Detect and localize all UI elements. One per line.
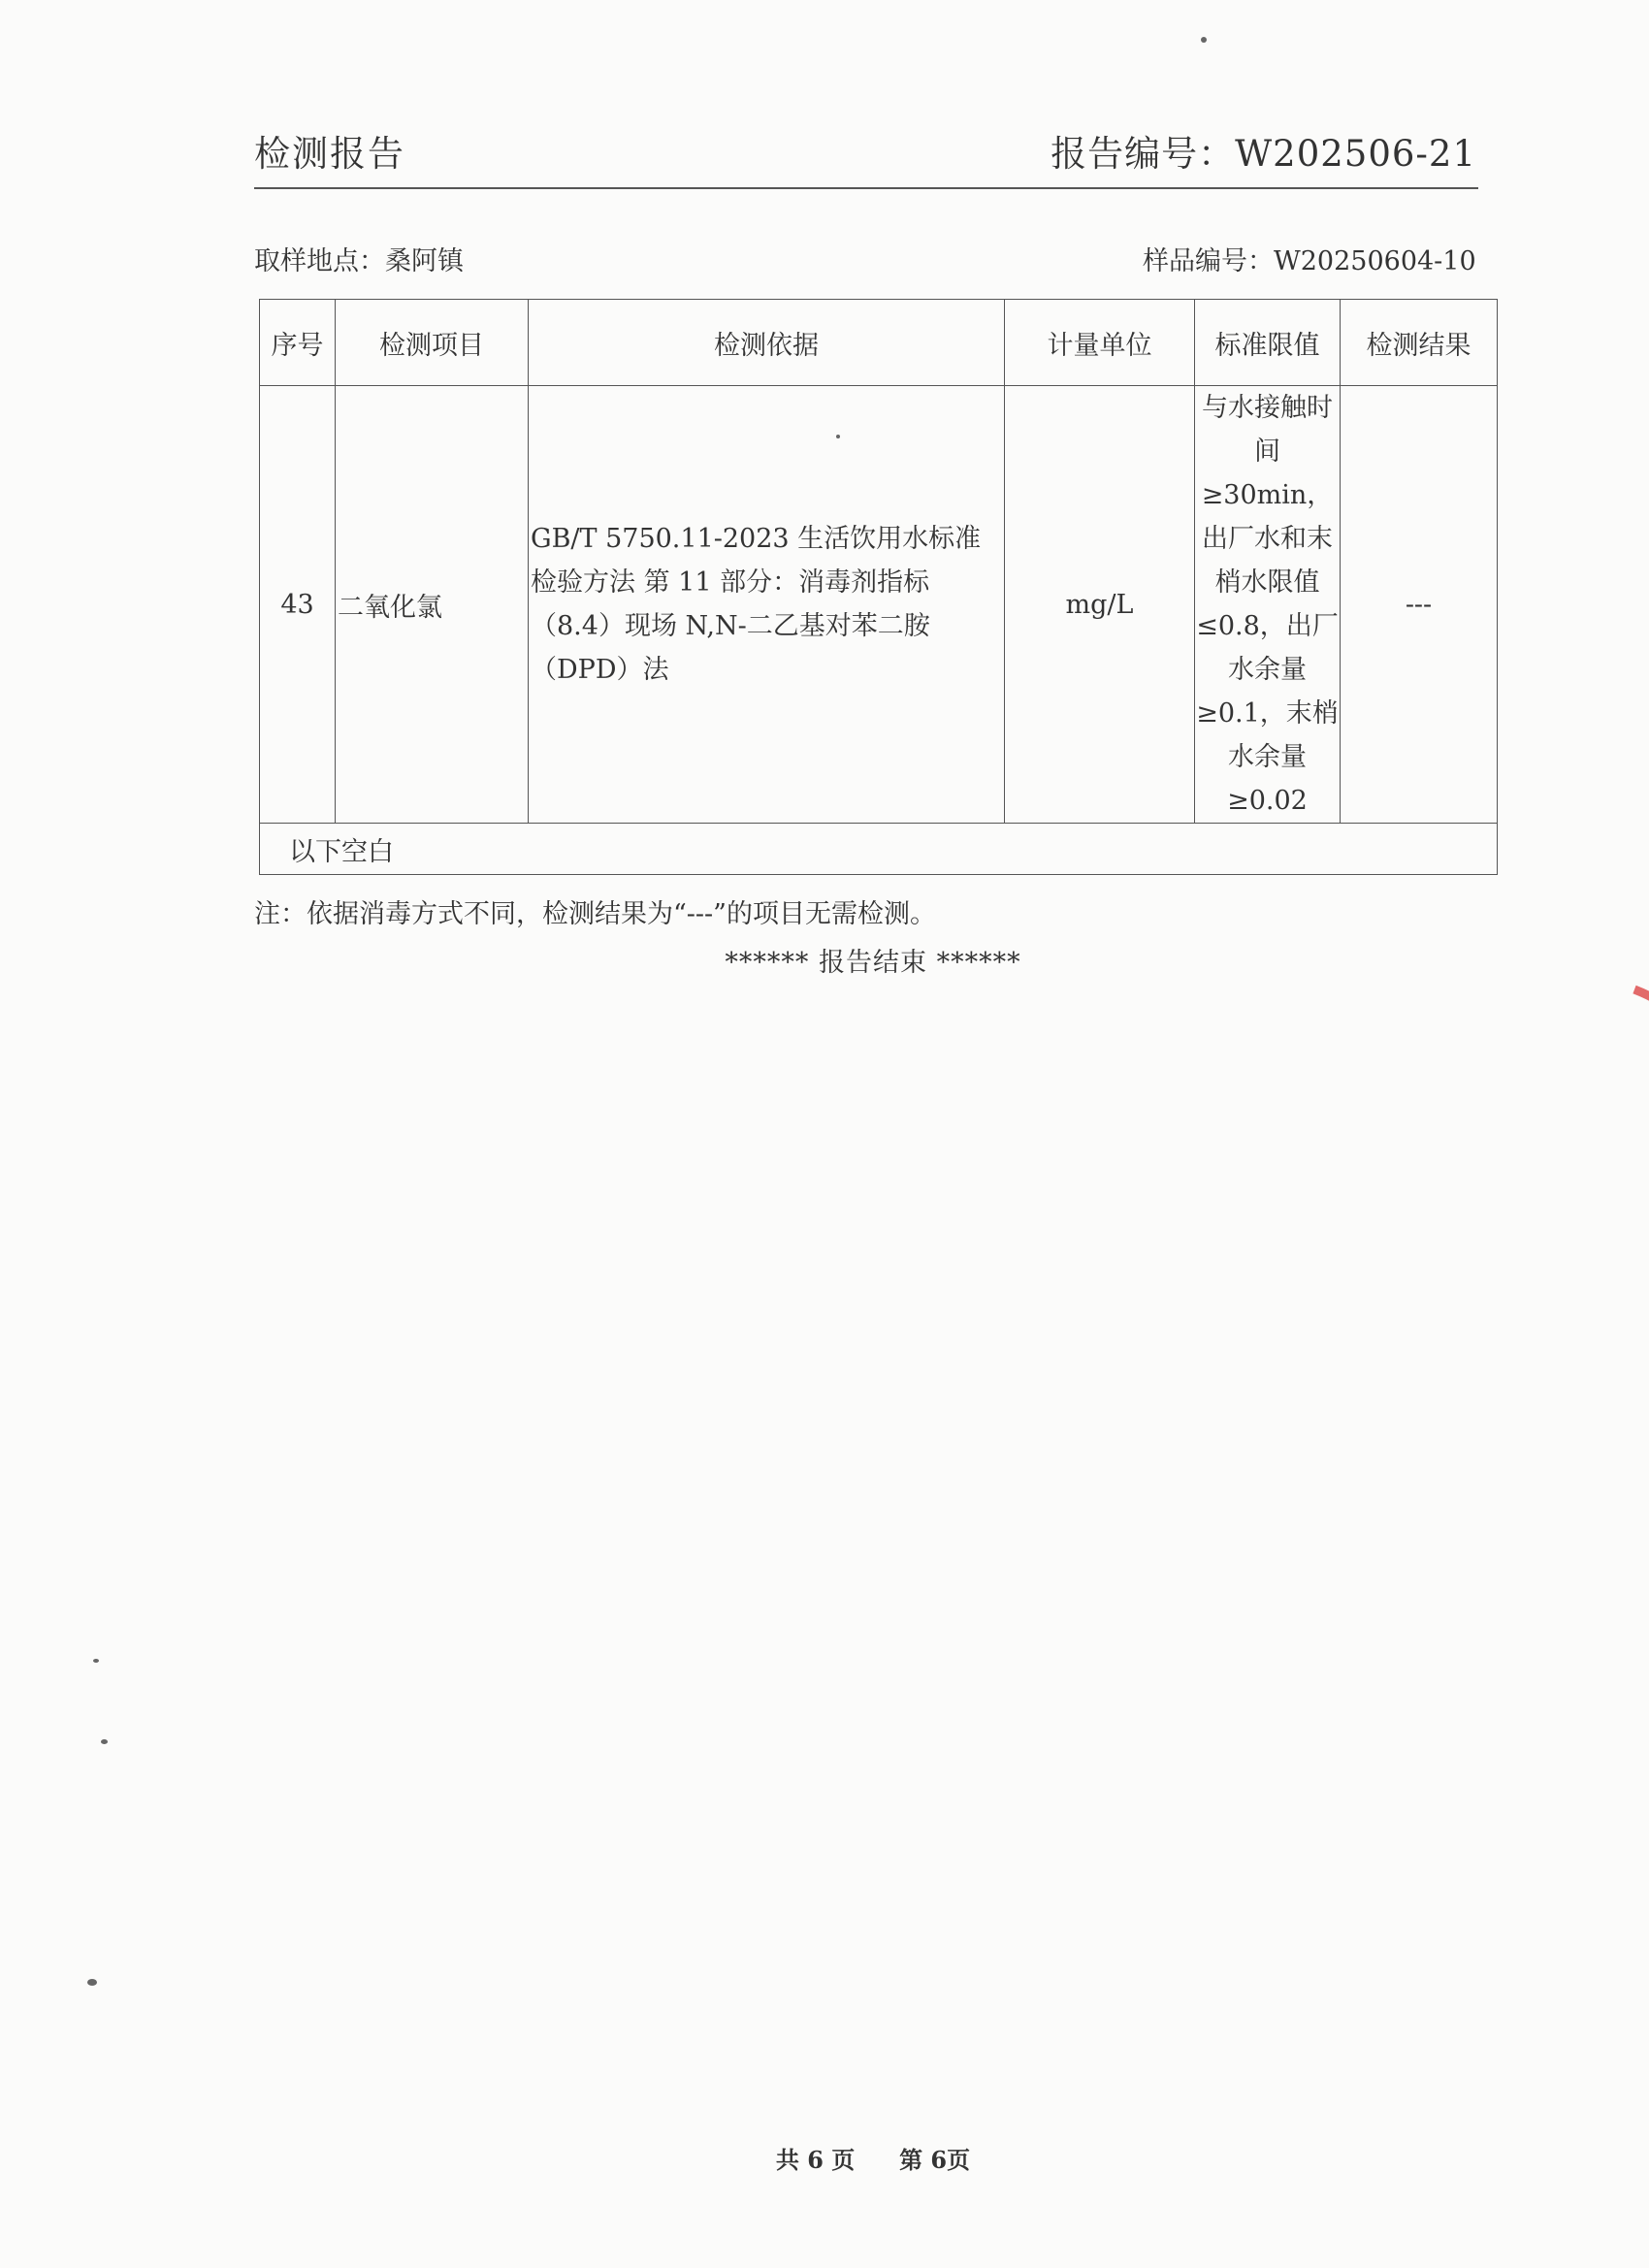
header-cell-basis: 检测依据 (529, 300, 1005, 386)
header-cell-item: 检测项目 (336, 300, 529, 386)
table-header-row (260, 300, 1498, 386)
header-cell-unit: 计量单位 (1005, 300, 1195, 386)
cell-no: 43 (260, 386, 336, 824)
total-pages: 共 6 页 (775, 2146, 856, 2174)
header-cell-limit: 标准限值 (1195, 300, 1341, 386)
report-number: 报告编号：W202506-21 (1051, 133, 1476, 175)
scan-speck (1201, 37, 1207, 43)
footnote: 注：依据消毒方式不同，检测结果为“---”的项目无需检测。 (254, 899, 936, 929)
scan-speck (101, 1739, 108, 1744)
current-page: 第 6页 (899, 2146, 971, 2174)
cell-result: --- (1341, 386, 1498, 824)
sample-number: 样品编号：W20250604-10 (1143, 246, 1476, 276)
blank-row (260, 824, 1498, 875)
cell-item: 二氧化氯 (336, 386, 529, 824)
cell-limit: 与水接触时间≥30min，出厂水和末梢水限值≤0.8，出厂水余量≥0.1，末梢水余量≥0.02 (1195, 386, 1341, 824)
blank-note: 以下空白 (260, 824, 1498, 875)
scan-speck (93, 1659, 99, 1663)
header-cell-result: 检测结果 (1341, 300, 1498, 386)
cell-unit: mg/L (1005, 386, 1195, 824)
document-title: 检测报告 (254, 133, 405, 175)
header-divider (254, 187, 1478, 189)
report-end-marker: ****** 报告结束 ****** (725, 948, 1021, 978)
results-table (259, 299, 1498, 875)
page-footer (0, 2141, 1649, 2175)
sampling-location: 取样地点：桑阿镇 (254, 246, 464, 276)
cell-basis: GB/T 5750.11-2023 生活饮用水标准检验方法 第 11 部分：消毒剂指标（8.4）现场 N,N-二乙基对苯二胺（DPD）法 (529, 386, 1005, 824)
scan-speck (836, 435, 840, 438)
scan-speck (87, 1979, 97, 1986)
table-row (260, 386, 1498, 824)
header-cell-no: 序号 (260, 300, 336, 386)
red-seal-stamp-icon (1615, 970, 1649, 1203)
